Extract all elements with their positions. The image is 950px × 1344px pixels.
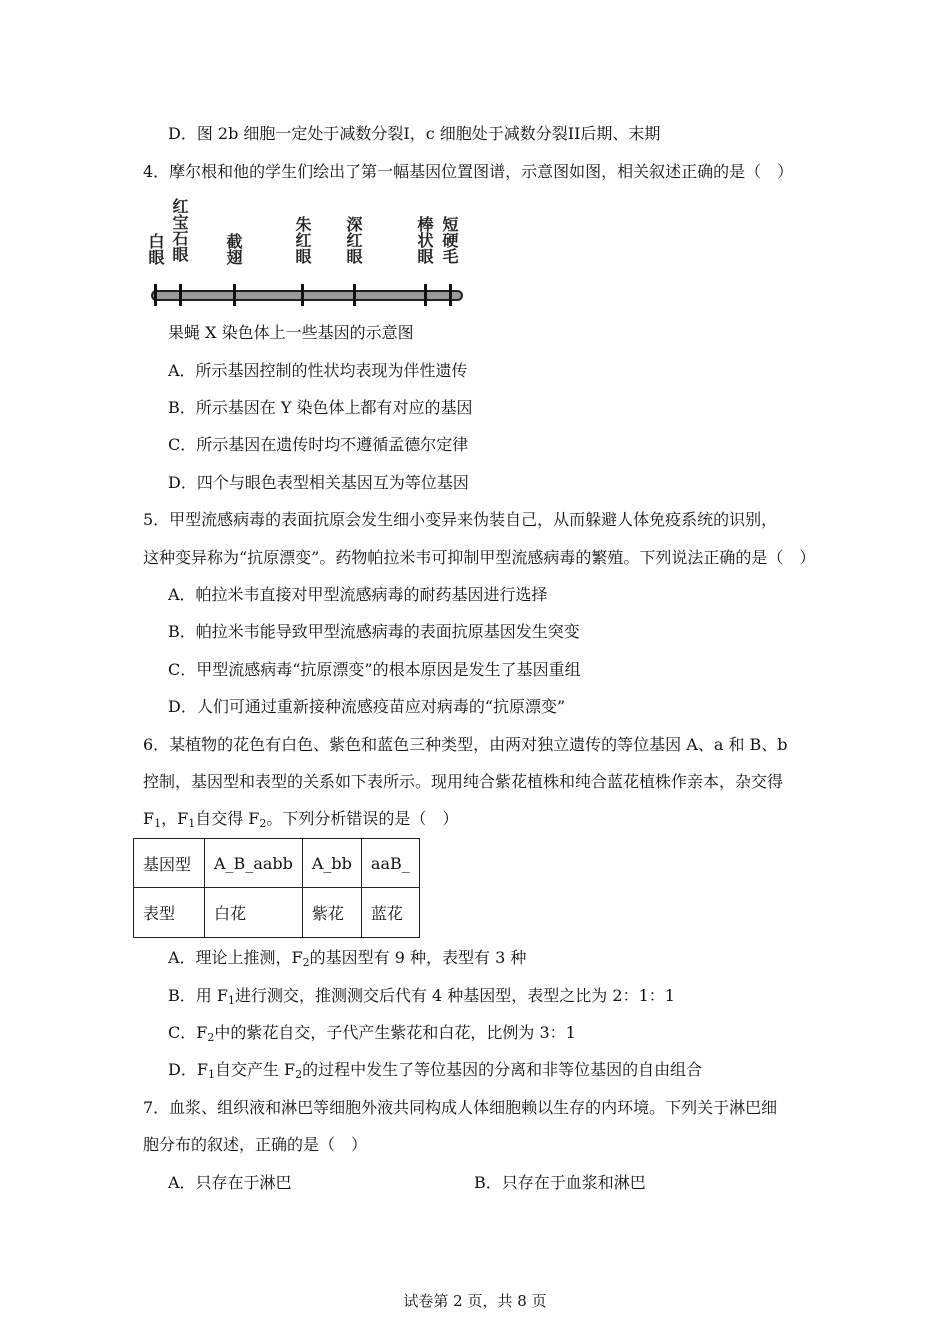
gene-tick-carmine-eye [353,284,356,306]
gene-tick-vermilion-eye [301,284,304,306]
gene-tick-bar-eye [424,284,427,306]
gene-label-ruby-eye: 红宝石眼 [170,198,189,262]
q5-stem-line2: 这种变异称为“抗原漂变”。药物帕拉米韦可抑制甲型流感病毒的繁殖。下列说法正确的是（ ） [143,548,816,567]
table-row [134,888,420,938]
q4-option-c: C．所示基因在遗传时均不遵循孟德尔定律 [168,435,469,454]
gene-label-white-eye: 白眼 [146,233,165,265]
q6-option-a: A．理论上推测，$F_2$的基因型有 9 种，表型有 3 种 [168,948,527,969]
gene-label-carmine-eye: 深红眼 [344,216,363,264]
chromosome-diagram [143,195,473,310]
gene-tick-cut-wing [233,284,236,306]
q5-option-c: C．甲型流感病毒“抗原漂变”的根本原因是发生了基因重组 [168,660,581,679]
gene-label-bristle: 短硬毛 [440,216,459,264]
q4-stem: 4．摩尔根和他的学生们绘出了第一幅基因位置图谱，示意图如图，相关叙述正确的是（ ） [143,162,794,181]
q4-option-b: B．所示基因在 Y 染色体上都有对应的基因 [168,398,473,417]
q5-option-b: B．帕拉米韦能导致甲型流感病毒的表面抗原基因发生突变 [168,622,580,641]
gene-label-vermilion-eye: 朱红眼 [293,216,312,264]
q6-option-d: D．$F_1$自交产生 $F_2$的过程中发生了等位基因的分离和非等位基因的自由组合 [168,1060,703,1081]
genotype-phenotype-table [133,838,420,938]
q6-stem-line1: 6．某植物的花色有白色、紫色和蓝色三种类型，由两对独立遗传的等位基因 A、a 和 B、b [143,735,788,754]
q5-option-a: A．帕拉米韦直接对甲型流感病毒的耐药基因进行选择 [168,585,548,604]
chromosome-bar [151,290,463,301]
table-cell: 基因型 [134,839,205,888]
gene-tick-ruby-eye [179,284,182,306]
q6-stem-line3: $F_1$，$F_1$自交得 $F_2$。下列分析错误的是（ ） [143,809,459,830]
q5-stem-line1: 5．甲型流感病毒的表面抗原会发生细小变异来伪装自己，从而躲避人体免疫系统的识别， [143,510,778,529]
table-cell: 表型 [134,888,205,938]
q6-option-c: C．$F_2$中的紫花自交，子代产生紫花和白花，比例为 3：1 [168,1023,576,1044]
q7-option-a: A．只存在于淋巴 [168,1173,292,1192]
gene-label-bar-eye: 棒状眼 [415,216,434,264]
page-footer: 试卷第 2 页，共 8 页 [403,1292,547,1310]
q6-stem-line2: 控制，基因型和表型的关系如下表所示。现用纯合紫花植株和纯合蓝花植株作亲本，杂交得 [143,772,784,791]
q7-option-b: B．只存在于血浆和淋巴 [474,1173,646,1192]
gene-tick-bristle [449,284,452,306]
table-cell: A_B_aabb [205,839,303,888]
table-cell: 紫花 [302,888,361,938]
q5-option-d: D．人们可通过重新接种流感疫苗应对病毒的“抗原漂变” [168,697,566,716]
table-cell: 白花 [205,888,303,938]
gene-label-cut-wing: 截翅 [224,233,243,265]
q4-option-d: D．四个与眼色表型相关基因互为等位基因 [168,473,469,492]
q4-option-a: A．所示基因控制的性状均表现为伴性遗传 [168,361,468,380]
q3-option-d: D．图 2b 细胞一定处于减数分裂I，c 细胞处于减数分裂II后期、末期 [168,124,661,143]
table-row [134,839,420,888]
table-cell: aaB_ [361,839,419,888]
gene-tick-white-eye [154,284,157,306]
table-cell: 蓝花 [361,888,419,938]
q6-option-b: B．用 $F_1$进行测交，推测测交后代有 4 种基因型，表型之比为 2：1：1 [168,986,675,1007]
q7-stem-line1: 7．血浆、组织液和淋巴等细胞外液共同构成人体细胞赖以生存的内环境。下列关于淋巴细 [143,1098,778,1117]
q7-stem-line2: 胞分布的叙述，正确的是（ ） [143,1135,368,1154]
table-cell: A_bb [302,839,361,888]
q4-caption: 果蝇 X 染色体上一些基因的示意图 [168,323,414,342]
